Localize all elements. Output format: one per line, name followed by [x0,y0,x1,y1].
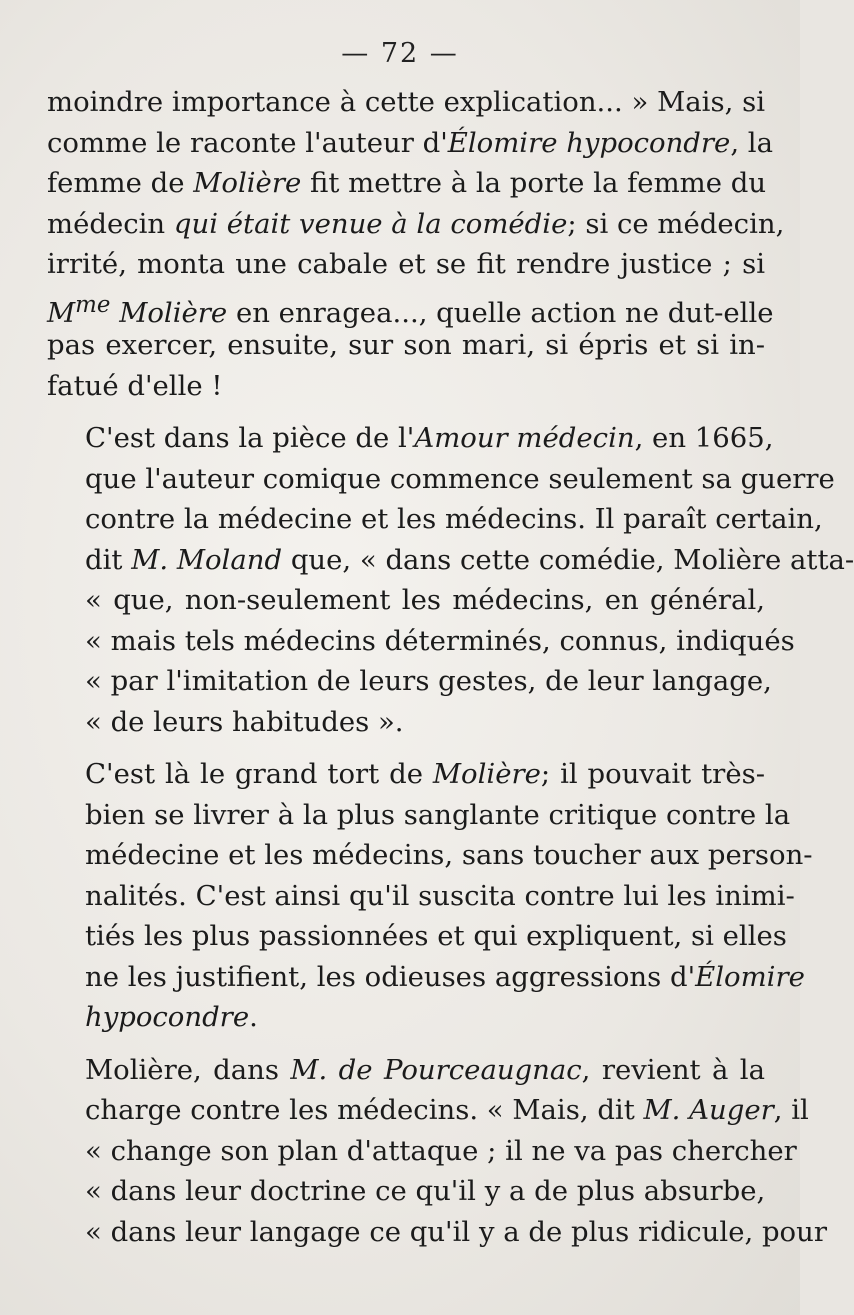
text-line: que l'auteur comique commence seulement sa guerre [85,462,835,495]
text-line: « dans leur langage ce qu'il y a de plus ridicule, pour [85,1215,827,1248]
text-line: bien se livrer à la plus sanglante critique contre la [85,798,791,831]
text-line: C'est là le grand tort de Molière; il pouvait très- [85,758,765,790]
text-line: « que, non-seulement les médecins, en général, [85,584,765,616]
text-line: comme le raconte l'auteur d'Élomire hypocondre, la [47,126,774,159]
text-line: contre la médecine et les médecins. Il paraît certain, [85,503,823,535]
text-line: ne les justifient, les odieuses aggressions d'Élomire [85,960,805,993]
text-line: « dans leur doctrine ce qu'il y a de plus absurbe, [85,1175,766,1207]
text-line: C'est dans la pièce de l'Amour médecin, en 1665, [85,422,774,454]
text-line: « de leurs habitudes ». [85,705,404,738]
text-line: médecine et les médecins, sans toucher aux person- [85,839,813,871]
paragraph [47,82,785,406]
text-line: médecin qui était venue à la comédie; si ce médecin, [47,207,785,240]
text-line: « change son plan d'attaque ; il ne va pas chercher [85,1134,797,1167]
page-number: — 72 — [341,38,459,69]
text-line: nalités. C'est ainsi qu'il suscita contre lui les inimi- [85,879,795,912]
text-line: dit M. Moland que, « dans cette comédie, Molière atta- [85,543,854,576]
text-line: irrité, monta une cabale et se fit rendre justice ; si [47,248,765,280]
text-line: fatué d'elle ! [47,369,223,402]
text-line: hypocondre. [85,1001,258,1033]
text-line: moindre importance à cette explication... » Mais, si [47,86,765,118]
text-line: $M^{me}$ Molière en enragea..., quelle action ne dut-elle [47,291,774,329]
body-text [47,82,854,1252]
text-line: charge contre les médecins. « Mais, dit M. Auger, il [85,1094,809,1126]
text-line: femme de Molière fit mettre à la porte la femme du [47,167,767,199]
text-line: Molière, dans M. de Pourceaugnac, revient à la [85,1053,766,1086]
text-line: « par l'imitation de leurs gestes, de leur langage, [85,665,772,697]
text-line: « mais tels médecins déterminés, connus, indiqués [85,624,795,657]
paragraph [47,1050,827,1253]
text-line: tiés les plus passionnées et qui expliquent, si elles [85,920,787,952]
paragraph [47,754,813,1038]
text-line: pas exercer, ensuite, sur son mari, si épris et si in- [47,329,765,361]
paragraph [47,418,854,742]
